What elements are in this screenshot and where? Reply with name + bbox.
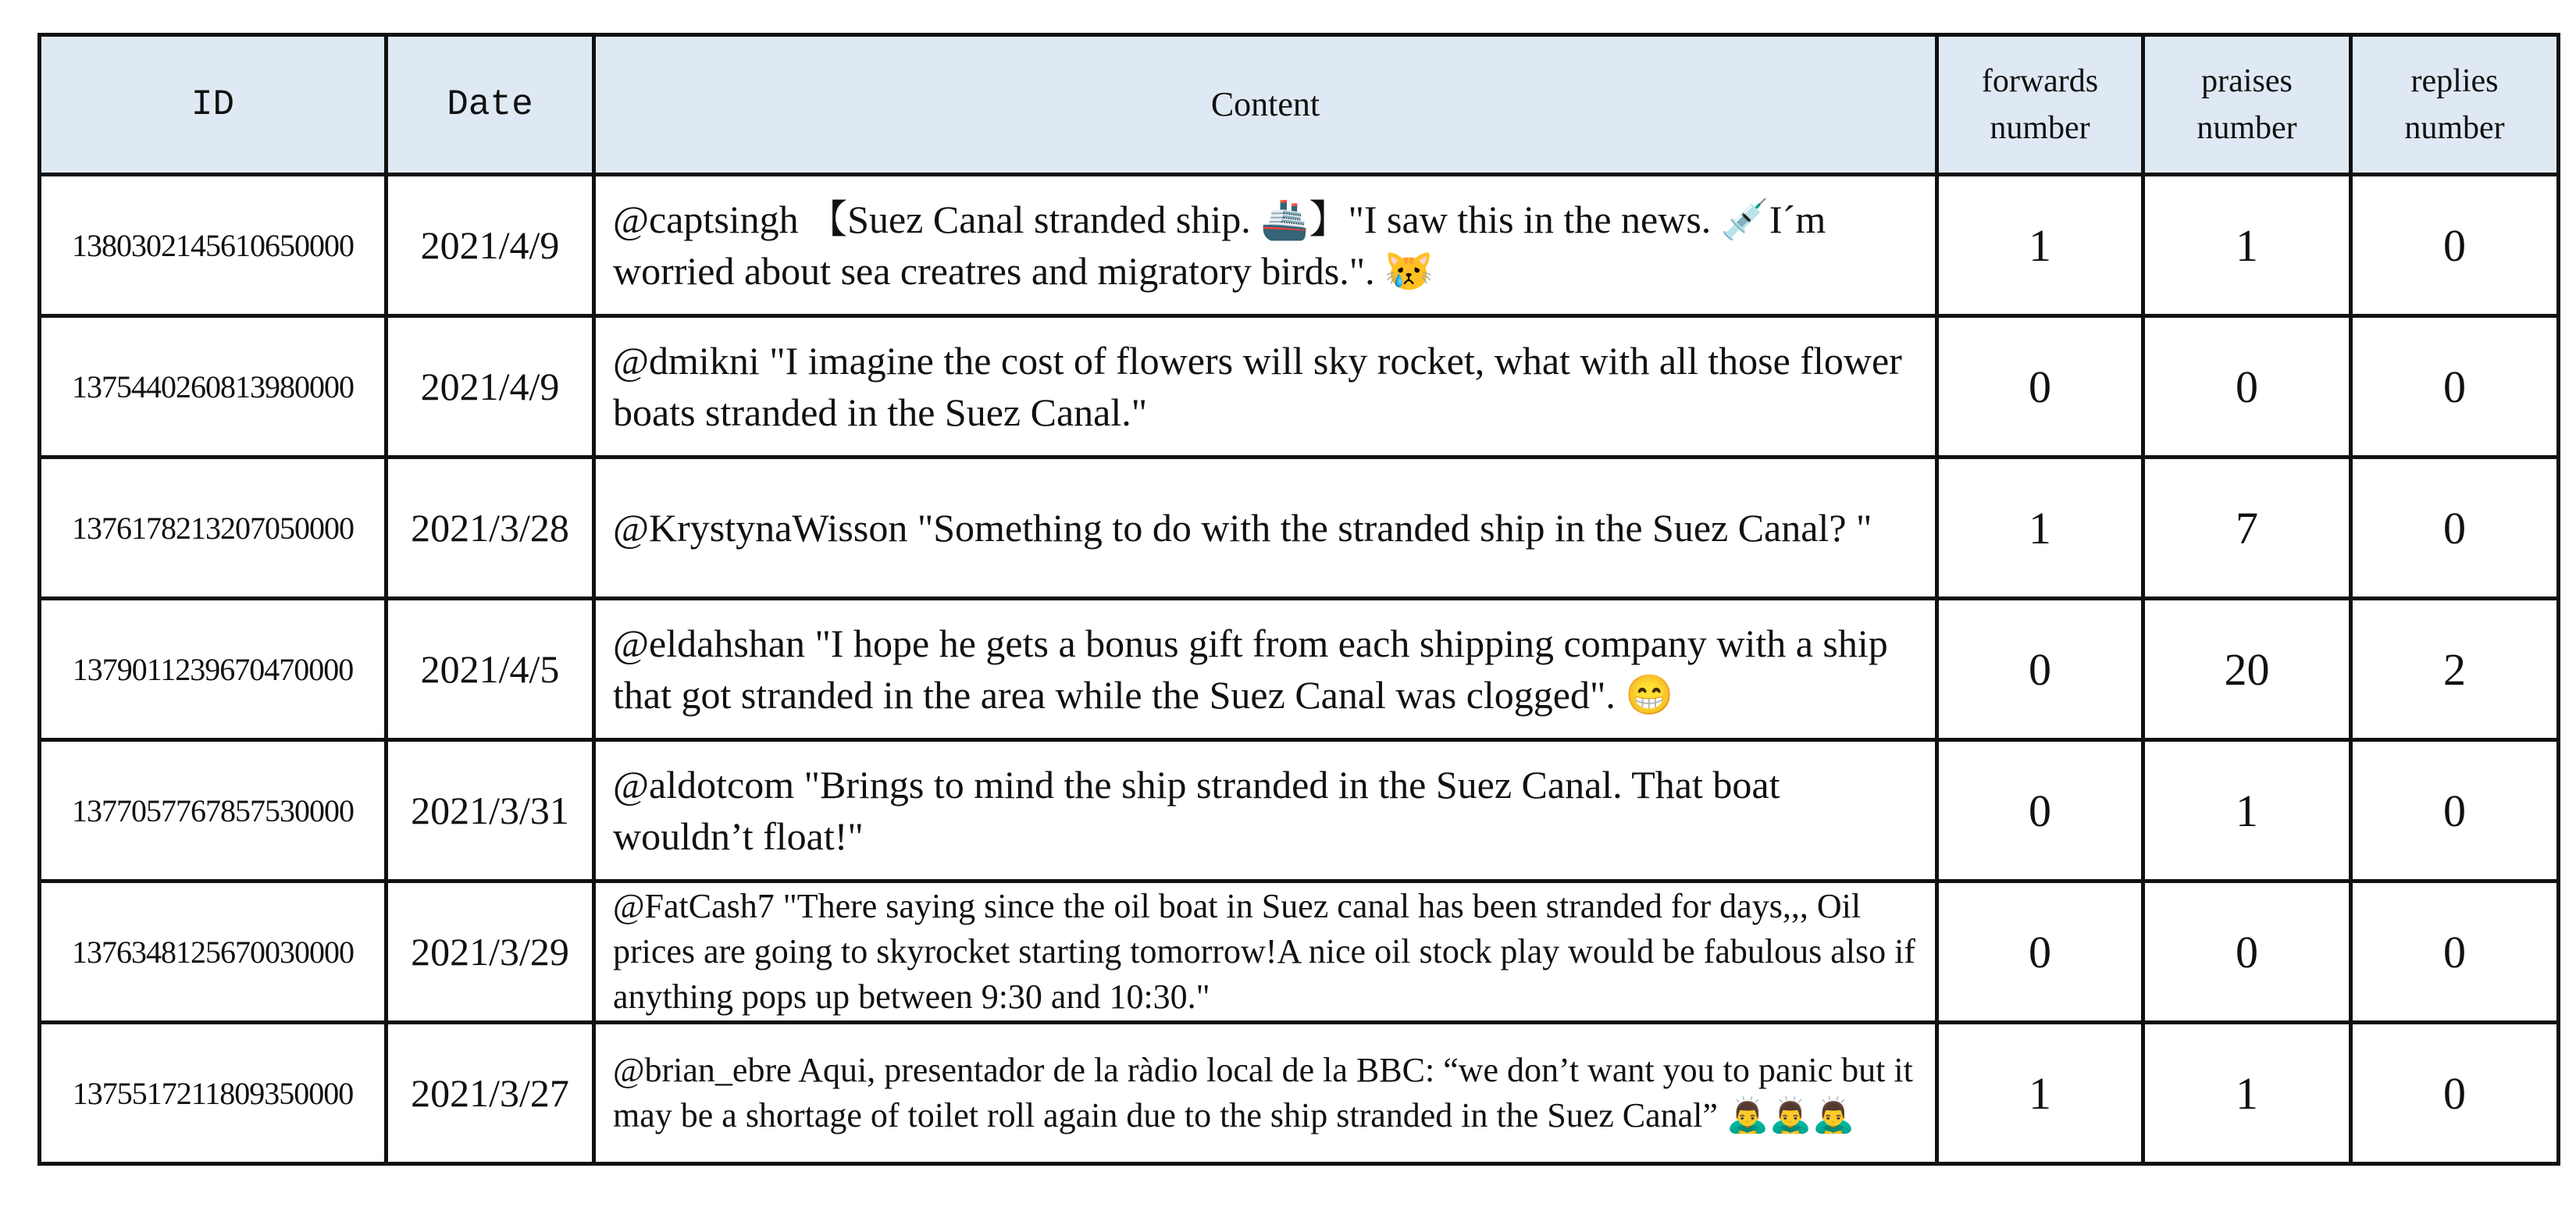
- date-cell: 2021/4/5: [387, 599, 594, 740]
- forwards-cell: 0: [1937, 740, 2143, 881]
- table-row: [40, 740, 2559, 881]
- date-cell: 2021/3/29: [387, 881, 594, 1023]
- content-cell: @dmikni "I imagine the cost of flowers will sky rocket, what with all those flower boats stranded in the Suez Canal.": [594, 316, 1937, 458]
- replies-cell: 0: [2351, 740, 2559, 881]
- forwards-cell: 1: [1937, 175, 2143, 316]
- replies-cell: 0: [2351, 1023, 2559, 1164]
- table-row: [40, 458, 2559, 599]
- header-forwards-line2: number: [1990, 110, 2090, 146]
- replies-cell: 0: [2351, 175, 2559, 316]
- header-praises-line1: praises: [2201, 63, 2293, 99]
- id-cell: 1376178213207050000: [40, 458, 387, 599]
- table-row: [40, 1023, 2559, 1164]
- id-cell: 1375517211809350000: [40, 1023, 387, 1164]
- date-cell: 2021/3/27: [387, 1023, 594, 1164]
- tweet-table-container: [37, 33, 2560, 1166]
- header-row: [40, 35, 2559, 175]
- content-cell: @FatCash7 "There saying since the oil boat in Suez canal has been stranded for days,,, Oil prices are going to skyrocket starting tomorrow!A nice oil stock play would be fabulous also if anything pops up between 9:30 and 10:30.": [594, 881, 1937, 1023]
- content-cell: @brian_ebre Aqui, presentador de la ràdio local de la BBC: “we don’t want you to panic but it may be a shortage of toilet roll again due to the ship stranded in the Suez Canal” 🙇‍♂️🙇‍♂️🙇‍♂️: [594, 1023, 1937, 1164]
- header-praises: [2143, 35, 2351, 175]
- content-cell: @eldahshan "I hope he gets a bonus gift from each shipping company with a ship that got stranded in the area while the Suez Canal was clogged". 😁: [594, 599, 1937, 740]
- forwards-cell: 0: [1937, 881, 2143, 1023]
- content-cell: @captsingh 【Suez Canal stranded ship. 🚢】"I saw this in the news. 💉I´m worried about sea creatres and migratory birds.". 😿: [594, 175, 1937, 316]
- forwards-cell: 0: [1937, 599, 2143, 740]
- header-forwards: [1937, 35, 2143, 175]
- date-cell: 2021/4/9: [387, 175, 594, 316]
- tweet-table: [37, 33, 2560, 1166]
- date-cell: 2021/3/31: [387, 740, 594, 881]
- id-cell: 1375440260813980000: [40, 316, 387, 458]
- table-row: [40, 316, 2559, 458]
- praises-cell: 1: [2143, 175, 2351, 316]
- header-replies-line1: replies: [2410, 63, 2499, 99]
- replies-cell: 2: [2351, 599, 2559, 740]
- replies-cell: 0: [2351, 458, 2559, 599]
- forwards-cell: 1: [1937, 458, 2143, 599]
- forwards-cell: 1: [1937, 1023, 2143, 1164]
- header-date: Date: [387, 35, 594, 175]
- date-cell: 2021/4/9: [387, 316, 594, 458]
- praises-cell: 1: [2143, 740, 2351, 881]
- header-content: Content: [594, 35, 1937, 175]
- table-row: [40, 175, 2559, 316]
- praises-cell: 7: [2143, 458, 2351, 599]
- id-cell: 1380302145610650000: [40, 175, 387, 316]
- praises-cell: 0: [2143, 316, 2351, 458]
- id-cell: 1379011239670470000: [40, 599, 387, 740]
- replies-cell: 0: [2351, 316, 2559, 458]
- replies-cell: 0: [2351, 881, 2559, 1023]
- praises-cell: 1: [2143, 1023, 2351, 1164]
- header-id: ID: [40, 35, 387, 175]
- praises-cell: 0: [2143, 881, 2351, 1023]
- content-cell: @aldotcom "Brings to mind the ship stranded in the Suez Canal. That boat wouldn’t float!": [594, 740, 1937, 881]
- table-row: [40, 881, 2559, 1023]
- forwards-cell: 0: [1937, 316, 2143, 458]
- header-replies-line2: number: [2404, 110, 2505, 146]
- table-row: [40, 599, 2559, 740]
- content-cell: @KrystynaWisson "Something to do with the stranded ship in the Suez Canal? ": [594, 458, 1937, 599]
- header-forwards-line1: forwards: [1981, 63, 2099, 99]
- id-cell: 1376348125670030000: [40, 881, 387, 1023]
- header-praises-line2: number: [2197, 110, 2297, 146]
- praises-cell: 20: [2143, 599, 2351, 740]
- date-cell: 2021/3/28: [387, 458, 594, 599]
- header-replies: [2351, 35, 2559, 175]
- id-cell: 1377057767857530000: [40, 740, 387, 881]
